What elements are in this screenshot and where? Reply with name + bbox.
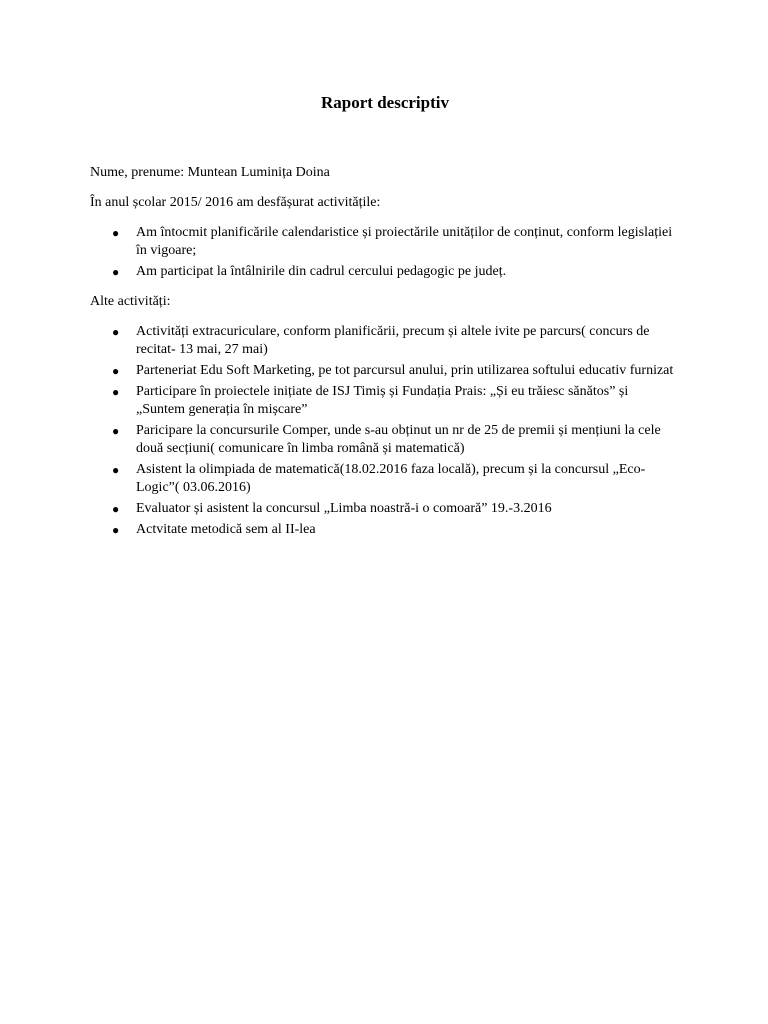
name-line: Nume, prenume: Muntean Luminița Doina [90, 165, 330, 180]
list-item [112, 362, 680, 380]
document-title: Raport descriptiv [321, 93, 449, 112]
intro-line: În anul școlar 2015/ 2016 am desfășurat activitățile: [90, 195, 381, 210]
list-item [112, 383, 680, 419]
list-item [112, 422, 680, 458]
list-item [112, 263, 680, 281]
list-item-text: Evaluator și asistent la concursul „Limba noastră-i o comoară” 19.-3.2016 [136, 501, 552, 516]
list-item [112, 461, 680, 497]
other-activities-heading: Alte activități: [90, 294, 171, 309]
bullet-icon: ● [112, 502, 120, 516]
list-item-text: Am participat la întâlnirile din cadrul cercului pedagogic pe județ. [136, 264, 507, 279]
bullet-icon: ● [112, 385, 120, 399]
list-item-text: Paricipare la concursurile Comper, unde s-au obținut un nr de 25 de premii și mențiuni la cele două secțiuni( comunicare în limba română și matematică) [136, 423, 661, 456]
list-item [112, 521, 680, 539]
list-item-text: Participare în proiectele inițiate de ISJ Timiș și Fundația Prais: „Și eu trăiesc sănătos” și „Suntem generația în mișcare” [136, 384, 629, 417]
bullet-icon: ● [112, 325, 120, 339]
list-item [112, 323, 680, 359]
list-item-text: Activități extracuriculare, conform planificării, precum și altele ivite pe parcurs( concurs de recitat- 13 mai, 27 mai) [136, 324, 650, 357]
main-activities-list [90, 224, 680, 281]
bullet-icon: ● [112, 523, 120, 537]
list-item-text: Parteneriat Edu Soft Marketing, pe tot parcursul anului, prin utilizarea softului educativ furnizat [136, 363, 674, 378]
other-activities-list [90, 323, 680, 539]
document-page [90, 92, 680, 551]
list-item [112, 500, 680, 518]
bullet-icon: ● [112, 265, 120, 279]
list-item-text: Am întocmit planificările calendaristice și proiectările unităților de conținut, conform legislației în vigoare; [136, 225, 673, 258]
bullet-icon: ● [112, 424, 120, 438]
bullet-icon: ● [112, 364, 120, 378]
list-item-text: Actvitate metodică sem al II-lea [136, 522, 316, 537]
bullet-icon: ● [112, 463, 120, 477]
list-item [112, 224, 680, 260]
bullet-icon: ● [112, 226, 120, 240]
list-item-text: Asistent la olimpiada de matematică(18.02.2016 faza locală), precum și la concursul „Eco- Logic”( 03.06.2016) [136, 462, 646, 495]
